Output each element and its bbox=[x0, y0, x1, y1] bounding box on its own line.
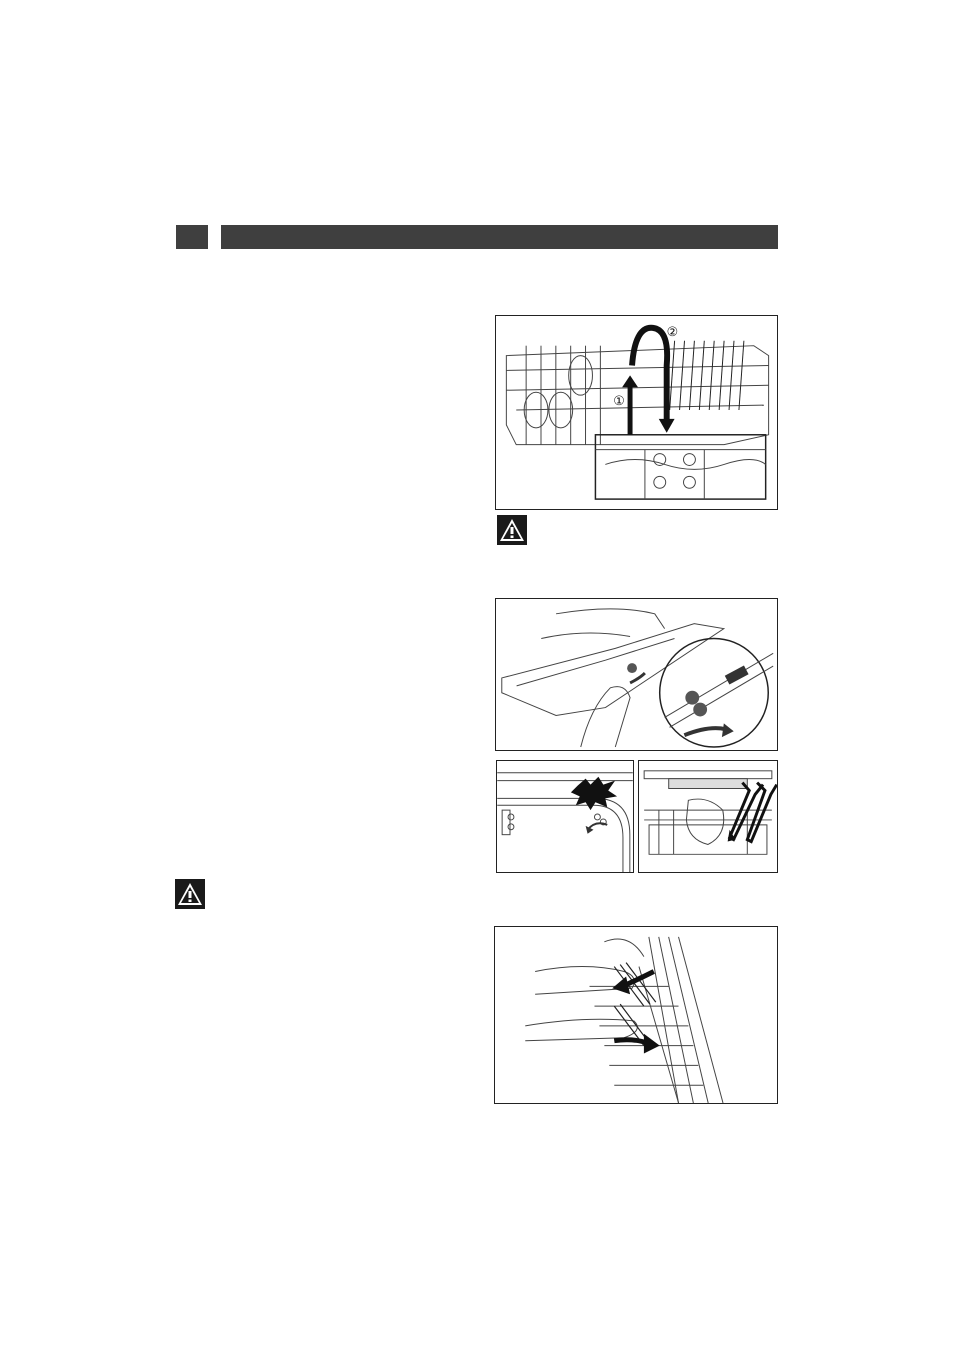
warning-triangle-icon bbox=[175, 879, 205, 909]
warning-triangle-icon bbox=[497, 515, 527, 545]
rack-marker-2: ② bbox=[666, 324, 679, 340]
figure-rail-impact bbox=[496, 760, 634, 873]
tray-illustration bbox=[496, 599, 777, 750]
figure-tray-adjustment bbox=[495, 598, 778, 751]
section-header-bar bbox=[221, 225, 778, 249]
rack-illustration bbox=[496, 316, 777, 509]
rack-lifting-illustration bbox=[639, 761, 777, 872]
rail-illustration bbox=[497, 761, 633, 872]
figure-rack-removal bbox=[495, 315, 778, 510]
figure-folding-tines bbox=[494, 926, 778, 1104]
figure-rack-lifting bbox=[638, 760, 778, 873]
folding-tines-illustration bbox=[495, 927, 777, 1103]
rack-marker-1: ① bbox=[613, 394, 625, 410]
page-number-tab bbox=[176, 225, 208, 249]
